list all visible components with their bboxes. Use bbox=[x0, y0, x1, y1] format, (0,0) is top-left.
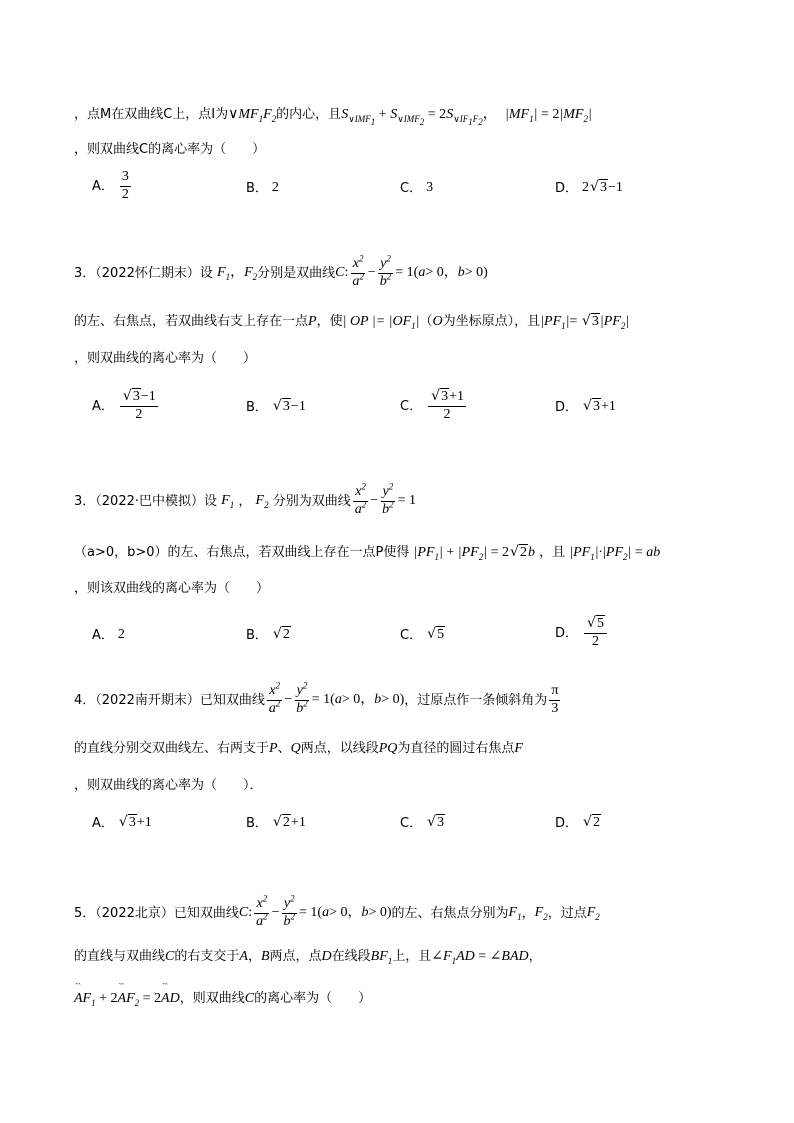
top-option-d[interactable]: D． 2 √ 3 −1 bbox=[555, 181, 623, 195]
fraction: $\frac{3}{2}$ bbox=[121, 169, 129, 202]
q3b-option-d[interactable]: D． √ $\frac{5}{2}$ bbox=[555, 617, 609, 649]
sqrt: √ 3 bbox=[119, 816, 137, 830]
q5-line-2: 的直线与双曲线C的右支交于A，B两点，点D在线段$BF_1$上，且$\angle F_1AD$ = ∠BAD， bbox=[74, 949, 542, 966]
sqrt: √ 3 bbox=[582, 315, 600, 329]
fraction: $\frac{x^2}{a^2}$ bbox=[354, 481, 367, 517]
sqrt: √ 2 bbox=[273, 628, 291, 642]
q3b-line-2: （a>0，b>0）的左、右焦点，若双曲线上存在一点P使得 $|PF_1| + |PF_2| = 2√$ 2b ，且 $|PF_1|\cdot|PF_2|$ = ab bbox=[74, 546, 660, 560]
q3a-line-1: 3．（2022怀仁期末）设 $F_1$ ， $F_2$ 分别是双曲线 C : $\frac{x^2}{a^2}$ − $\frac{y^2}{b^2}$ = 1( a > 0， b > 0) bbox=[74, 253, 488, 289]
fraction: $\frac{x^2}{a^2}$ bbox=[256, 893, 268, 929]
q3a-option-d[interactable]: D． √ 3 +1 bbox=[555, 400, 616, 414]
fraction: √ $\frac{5}{2}$ bbox=[584, 617, 607, 649]
sqrt: √ 3 bbox=[583, 400, 601, 414]
q3a-option-b[interactable]: B． √ 3 −1 bbox=[246, 400, 306, 414]
q3b-option-c[interactable]: C． √ 5 bbox=[400, 628, 445, 642]
top-line-1-mid: 的内心，且 bbox=[276, 107, 342, 122]
q3a-line-3: ，则双曲线的离心率为（ ） bbox=[74, 351, 257, 366]
sqrt: √ 2 bbox=[510, 546, 528, 560]
q4-option-c[interactable]: C． √ 3 bbox=[400, 816, 445, 830]
q3b-line-3: ，则该双曲线的离心率为（ ） bbox=[74, 581, 270, 596]
top-line-1: ，点M在双曲线C上，点I为$\vee MF_1F_2$的内心，且$S_{\vee IMF_1} + S_{\vee IMF_2} = 2S_{\vee IF_1F_2}$， $|MF_1| = 2|MF_2|$ bbox=[74, 107, 592, 127]
q4-line-3: ，则双曲线的离心率为（ ）． bbox=[74, 778, 263, 793]
q4-line-1: 4．（2022南开期末）已知双曲线 $\frac{x^2}{a^2}$ − $\frac{y^2}{b^2}$ = 1( a > 0， b > 0) ，过原点作一条倾斜角为 $\frac{\pi}{3}$ bbox=[74, 680, 559, 716]
fraction: $\frac{x^2}{a^2}$ bbox=[268, 680, 281, 716]
top-line-2: ，则双曲线C的离心率为（ ） bbox=[74, 142, 266, 157]
q4-option-b[interactable]: B． √ 2 +1 bbox=[246, 816, 306, 830]
sqrt: √ 5 bbox=[427, 628, 445, 642]
q3a-line-2: 的左、右焦点，若双曲线右支上存在一点P，使| OP |= $|OF_1|(O$为坐标原点），且$|PF_1|=$ √ $3|PF_2|$ bbox=[74, 315, 629, 329]
fraction: $\frac{\pi}{3}$ bbox=[551, 683, 559, 716]
q4-line-2: 的直线分别交双曲线左、右两支于P、Q两点，以线段PQ为直径的圆过右焦点F bbox=[74, 741, 523, 756]
q3a-option-c[interactable]: C． √ $\frac{3+1}{2}$ bbox=[400, 390, 468, 422]
fraction: $\frac{y^2}{b^2}$ bbox=[379, 253, 392, 289]
fraction: $\frac{y^2}{b^2}$ bbox=[382, 481, 394, 517]
q3b-option-b[interactable]: B． √ 2 bbox=[246, 628, 291, 642]
q4-option-d[interactable]: D． √ 2 bbox=[555, 816, 601, 830]
top-option-b[interactable]: B． 2 bbox=[246, 180, 279, 196]
q5-line-3: ˋˋˋ $AF_1$ + 2ˋˋˋ $AF_2$ = 2ˋˋˋ AD，则双曲线C的离心率为（ ） bbox=[74, 992, 371, 1006]
sqrt: √ 3 bbox=[590, 181, 608, 195]
math-mf-eq: $|MF_1| = 2|MF_2|$ bbox=[505, 107, 592, 124]
sqrt: √ 2 bbox=[583, 816, 601, 830]
fraction: √ $\frac{3+1}{2}$ bbox=[428, 390, 466, 422]
sqrt: √ 3 bbox=[427, 816, 445, 830]
q3b-line-1: 3．（2022·巴中模拟）设 $F_1$ ， $F_2$ 分别为双曲线 $\frac{x^2}{a^2}$ − $\frac{y^2}{b^2}$ = 1 bbox=[74, 481, 417, 517]
top-option-a[interactable]: A． $\frac{3}{2}$ bbox=[92, 169, 129, 202]
top-option-c[interactable]: C． 3 bbox=[400, 180, 434, 196]
sqrt: √ 3 bbox=[273, 400, 291, 414]
q5-line-1: 5．（2022北京）已知双曲线 C : $\frac{x^2}{a^2}$ − $\frac{y^2}{b^2}$ = 1( a > 0， b > 0) 的左、右焦点分别为 $F_1$ ， $F_2$ ，过点 $F_2$ bbox=[74, 893, 600, 929]
q3a-option-a[interactable]: A． √ $\frac{3-1}{2}$ bbox=[92, 390, 160, 422]
q3b-option-a[interactable]: A． 2 bbox=[92, 627, 125, 643]
sqrt: √ 2 bbox=[273, 816, 291, 830]
q4-option-a[interactable]: A． √ 3 +1 bbox=[92, 816, 152, 830]
fraction: $\frac{y^2}{b^2}$ bbox=[283, 893, 295, 929]
math-area-eq: $S_{\vee IMF_1} + S_{\vee IMF_2} = 2S_{\vee IF_1F_2}$ bbox=[341, 107, 483, 127]
fraction: $\frac{x^2}{a^2}$ bbox=[352, 253, 364, 289]
fraction: √ $\frac{3-1}{2}$ bbox=[120, 390, 158, 422]
math-triangle: $\vee MF_1F_2$ bbox=[228, 107, 277, 124]
fraction: $\frac{y^2}{b^2}$ bbox=[296, 680, 308, 716]
top-line-1-prefix: ，点M在双曲线C上，点I为 bbox=[74, 107, 229, 122]
